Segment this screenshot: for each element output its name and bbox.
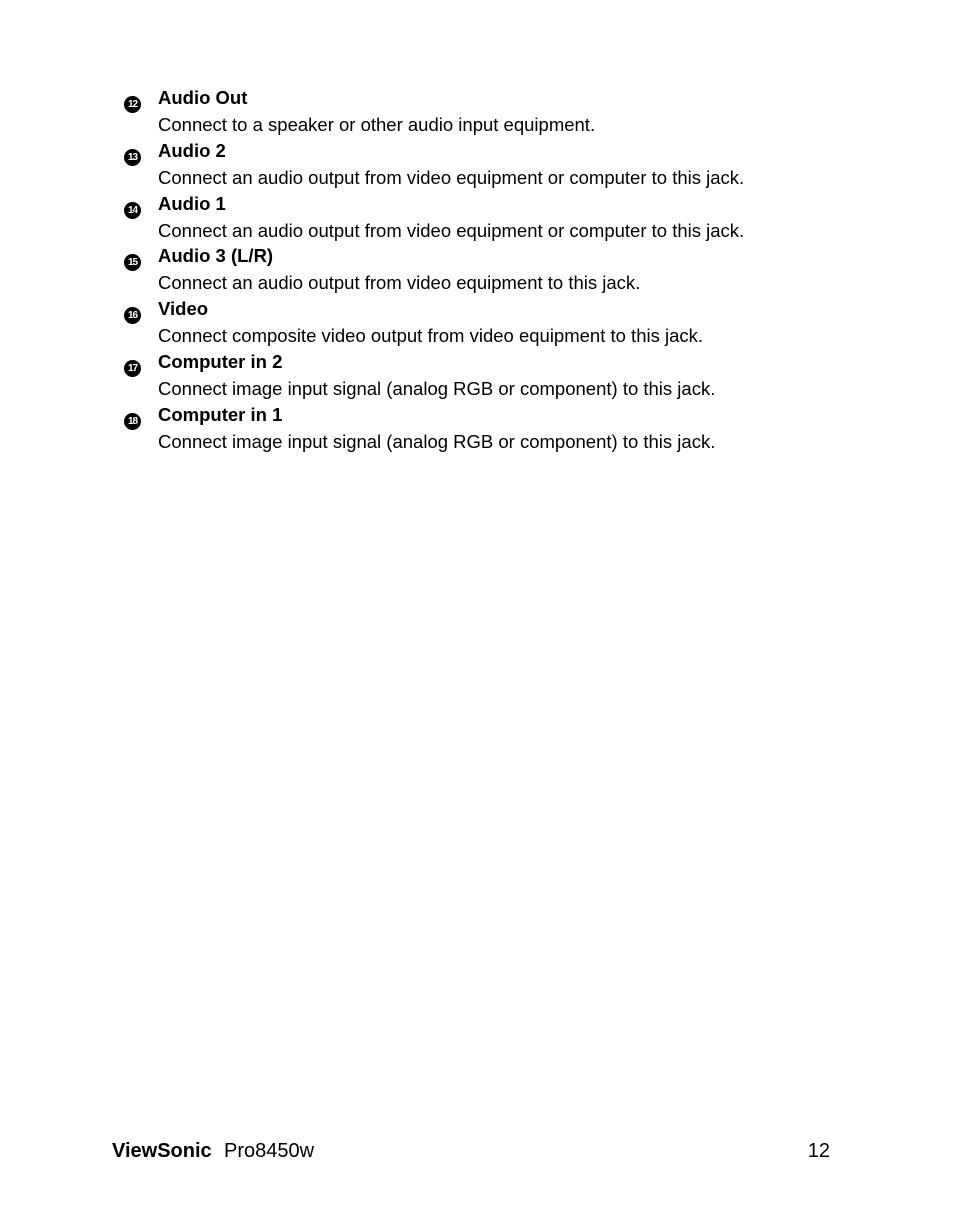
item-title: Audio Out [158, 87, 248, 108]
item-description: Connect to a speaker or other audio input equipment. [158, 114, 596, 135]
footer-model: Pro8450w [224, 1140, 315, 1162]
item-number-badge: 17 [124, 360, 141, 377]
item-number-badge: 18 [124, 413, 141, 430]
item-number-badge: 16 [124, 307, 141, 324]
item-description: Connect an audio output from video equipment or computer to this jack. [158, 166, 745, 188]
item-title: Audio 3 (L/R) [158, 245, 274, 267]
footer-brand: ViewSonic [112, 1140, 212, 1162]
item-description: Connect an audio output from video equipment or computer to this jack. [158, 219, 745, 241]
list-item [124, 86, 824, 139]
item-description: Connect an audio output from video equipment to this jack. [158, 272, 641, 294]
list-item [124, 192, 824, 245]
item-number-badge: 12 [124, 96, 141, 113]
item-title: Audio 2 [158, 139, 226, 161]
list-item [124, 139, 824, 192]
item-title: Computer in 1 [158, 403, 283, 425]
connector-list [124, 86, 824, 456]
page-footer [112, 1138, 830, 1164]
item-description: Connect composite video output from video equipment to this jack. [158, 325, 704, 347]
item-description: Connect image input signal (analog RGB or component) to this jack. [158, 430, 716, 452]
item-number-badge: 15 [124, 254, 141, 271]
item-title: Video [158, 298, 209, 320]
list-item [124, 403, 824, 456]
item-number-badge: 14 [124, 202, 141, 219]
list-item [124, 244, 824, 297]
list-item [124, 297, 824, 350]
page-number: 12 [807, 1140, 830, 1162]
item-title: Computer in 2 [158, 350, 283, 372]
item-number-badge: 13 [124, 149, 141, 166]
item-description: Connect image input signal (analog RGB or component) to this jack. [158, 377, 716, 399]
list-item [124, 350, 824, 403]
item-title: Audio 1 [158, 192, 226, 214]
